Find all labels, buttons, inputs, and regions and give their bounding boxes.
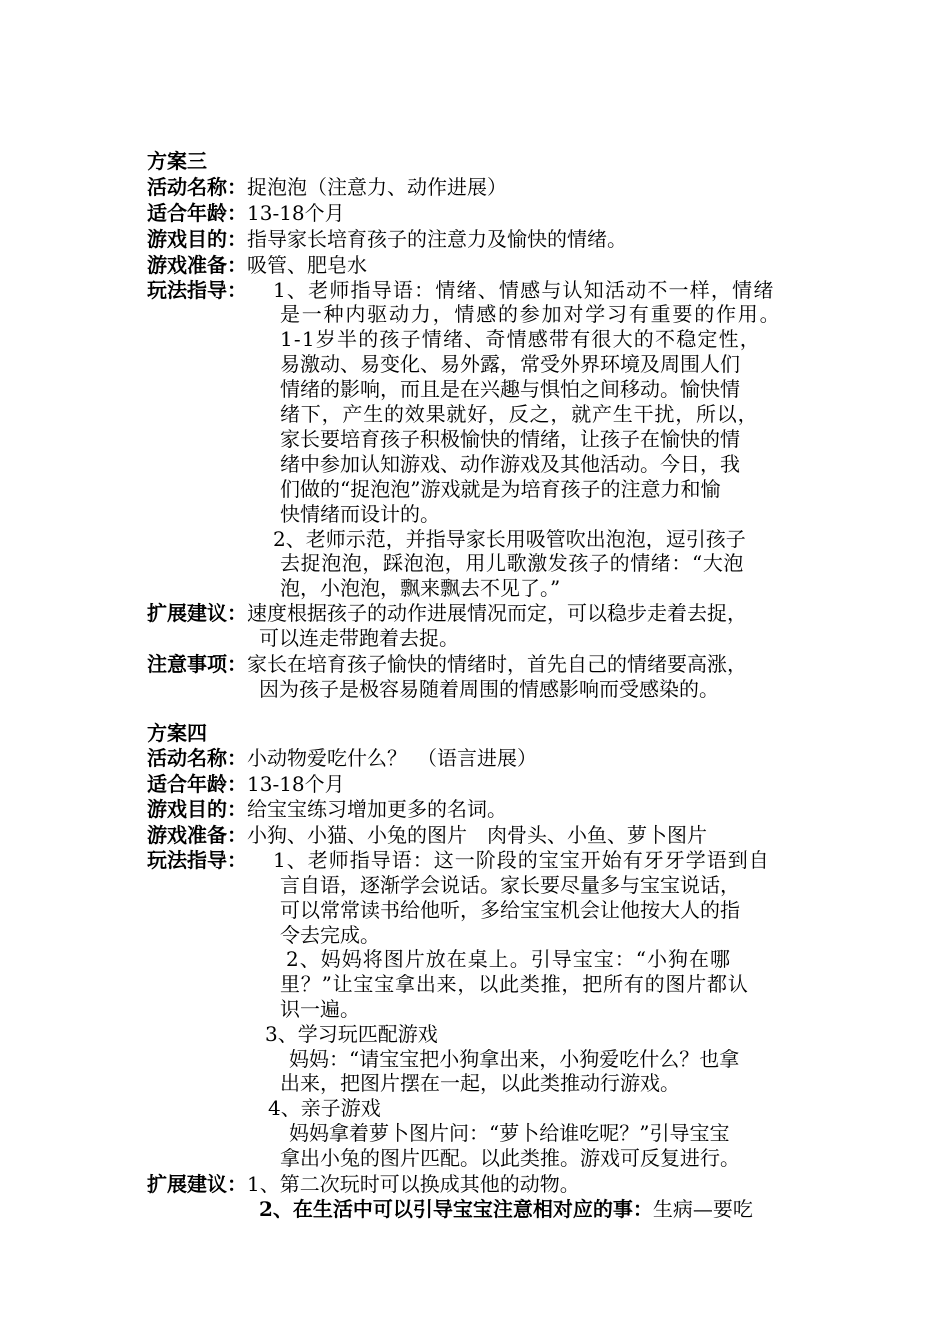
plan4-guide-line: 言自语，逐渐学会说话。家长要尽量多与宝宝说话， bbox=[280, 873, 740, 897]
plan3-age-label: 适合年龄： bbox=[147, 201, 247, 225]
plan4-name: 小动物爱吃什么？ （语言进展） bbox=[247, 746, 537, 770]
plan3-guide-line: 是一种内驱动力，情感的参加对学习有重要的作用。 bbox=[280, 302, 782, 326]
plan3-note-label: 注意事项： bbox=[147, 652, 247, 676]
plan3-guide-line: 1-1岁半的孩子情绪、奇情感带有很大的不稳定性， bbox=[280, 327, 762, 351]
plan3-ext-line: 速度根据孩子的动作进展情况而定，可以稳步走着去捉， bbox=[247, 601, 747, 625]
plan3-goal-label: 游戏目的： bbox=[147, 227, 247, 251]
plan4-title: 方案四 bbox=[147, 721, 207, 745]
plan3-guide-label: 玩法指导： bbox=[147, 278, 247, 302]
plan4-goal-label: 游戏目的： bbox=[147, 797, 247, 821]
plan4-guide-line: 妈妈：“请宝宝把小狗拿出来，小狗爱吃什么？也拿 bbox=[289, 1047, 740, 1071]
plan4-name-row bbox=[147, 746, 537, 771]
plan3-name: 捉泡泡（注意力、动作进展） bbox=[247, 175, 507, 199]
plan4-guide-line: 4、亲子游戏 bbox=[268, 1096, 381, 1120]
plan3-guide-line: 易激动、易变化、易外露，常受外界环境及周围人们 bbox=[280, 352, 740, 376]
plan3-ext-row bbox=[147, 601, 747, 626]
plan4-guide-line: 3、学习玩匹配游戏 bbox=[265, 1022, 438, 1046]
plan4-prep-row bbox=[147, 823, 707, 848]
plan4-guide-line: 令去完成。 bbox=[280, 923, 380, 947]
plan3-prep-label: 游戏准备： bbox=[147, 253, 247, 277]
plan3-guide-line: 绪下，产生的效果就好，反之，就产生干扰，所以， bbox=[280, 402, 759, 426]
plan3-guide-line: 泡，小泡泡，飘来飘去不见了。” bbox=[280, 576, 561, 600]
plan4-goal-row bbox=[147, 797, 507, 822]
plan4-guide-line: 里？”让宝宝拿出来，以此类推，把所有的图片都认 bbox=[280, 972, 749, 996]
plan4-ext-line: 1、第二次玩时可以换成其他的动物。 bbox=[247, 1172, 580, 1196]
plan4-age-label: 适合年龄： bbox=[147, 772, 247, 796]
plan3-guide-line: 绪中参加认知游戏、动作游戏及其他活动。今日，我 bbox=[280, 452, 740, 476]
plan4-ext-line2-bold: 2、在生活中可以引导宝宝注意相对应的事： bbox=[259, 1197, 653, 1221]
plan3-guide-line: 家长要培育孩子积极愉快的情绪，让孩子在愉快的情 bbox=[280, 427, 740, 451]
plan3-note-row bbox=[147, 652, 747, 677]
plan3-guide-line: 1、老师指导语：情绪、情感与认知活动不一样，情绪 bbox=[273, 278, 775, 302]
plan4-ext-row bbox=[147, 1172, 580, 1197]
plan4-guide-line: 出来，把图片摆在一起，以此类推动行游戏。 bbox=[280, 1071, 680, 1095]
plan4-guide-line: 拿出小兔的图片匹配。以此类推。游戏可反复进行。 bbox=[280, 1146, 740, 1170]
plan4-age-row bbox=[147, 772, 345, 797]
plan4-guide-line: 可以常常读书给他听，多给宝宝机会让他按大人的指 bbox=[280, 898, 740, 922]
plan3-prep: 吸管、肥皂水 bbox=[247, 253, 367, 277]
plan3-note-line: 家长在培育孩子愉快的情绪时，首先自己的情绪要高涨， bbox=[247, 652, 747, 676]
plan3-goal-row bbox=[147, 227, 627, 252]
plan4-guide-label: 玩法指导： bbox=[147, 848, 247, 872]
plan3-name-label: 活动名称： bbox=[147, 175, 247, 199]
plan3-name-row bbox=[147, 175, 507, 200]
plan4-ext-line-2 bbox=[259, 1197, 753, 1222]
plan3-title: 方案三 bbox=[147, 149, 207, 173]
plan3-note-line: 因为孩子是极容易随着周围的情感影响而受感染的。 bbox=[259, 677, 719, 701]
plan3-guide-line: 2、老师示范，并指导家长用吸管吹出泡泡，逗引孩子 bbox=[273, 527, 746, 551]
plan4-goal: 给宝宝练习增加更多的名词。 bbox=[247, 797, 507, 821]
plan4-prep: 小狗、小猫、小兔的图片 肉骨头、小鱼、萝卜图片 bbox=[247, 823, 707, 847]
plan4-age: 13-18个月 bbox=[247, 772, 345, 796]
plan3-guide-line: 去捉泡泡，踩泡泡，用儿歌激发孩子的情绪：“大泡 bbox=[280, 551, 745, 575]
plan4-guide-line: 识一遍。 bbox=[280, 997, 360, 1021]
plan4-guide-line: 2、妈妈将图片放在桌上。引导宝宝：“小狗在哪 bbox=[286, 947, 731, 971]
plan3-guide-line: 快情绪而设计的。 bbox=[280, 502, 440, 526]
plan3-age-row bbox=[147, 201, 345, 226]
plan3-age: 13-18个月 bbox=[247, 201, 345, 225]
plan4-name-label: 活动名称： bbox=[147, 746, 247, 770]
plan3-prep-row bbox=[147, 253, 367, 278]
plan3-goal: 指导家长培育孩子的注意力及愉快的情绪。 bbox=[247, 227, 627, 251]
plan4-ext-line2-rest: 生病—要吃 bbox=[652, 1197, 753, 1221]
plan4-ext-label: 扩展建议： bbox=[147, 1172, 247, 1196]
plan4-guide-line: 妈妈拿着萝卜图片问：“萝卜给谁吃呢？”引导宝宝 bbox=[289, 1121, 730, 1145]
plan4-guide-line: 1、老师指导语：这一阶段的宝宝开始有牙牙学语到自 bbox=[273, 848, 770, 872]
plan4-prep-label: 游戏准备： bbox=[147, 823, 247, 847]
plan3-ext-line: 可以连走带跑着去捉。 bbox=[259, 626, 459, 650]
plan3-guide-line: 情绪的影响，而且是在兴趣与惧怕之间移动。愉快情 bbox=[280, 377, 740, 401]
plan3-guide-line: 们做的“捉泡泡”游戏就是为培育孩子的注意力和愉 bbox=[280, 477, 721, 501]
plan3-ext-label: 扩展建议： bbox=[147, 601, 247, 625]
